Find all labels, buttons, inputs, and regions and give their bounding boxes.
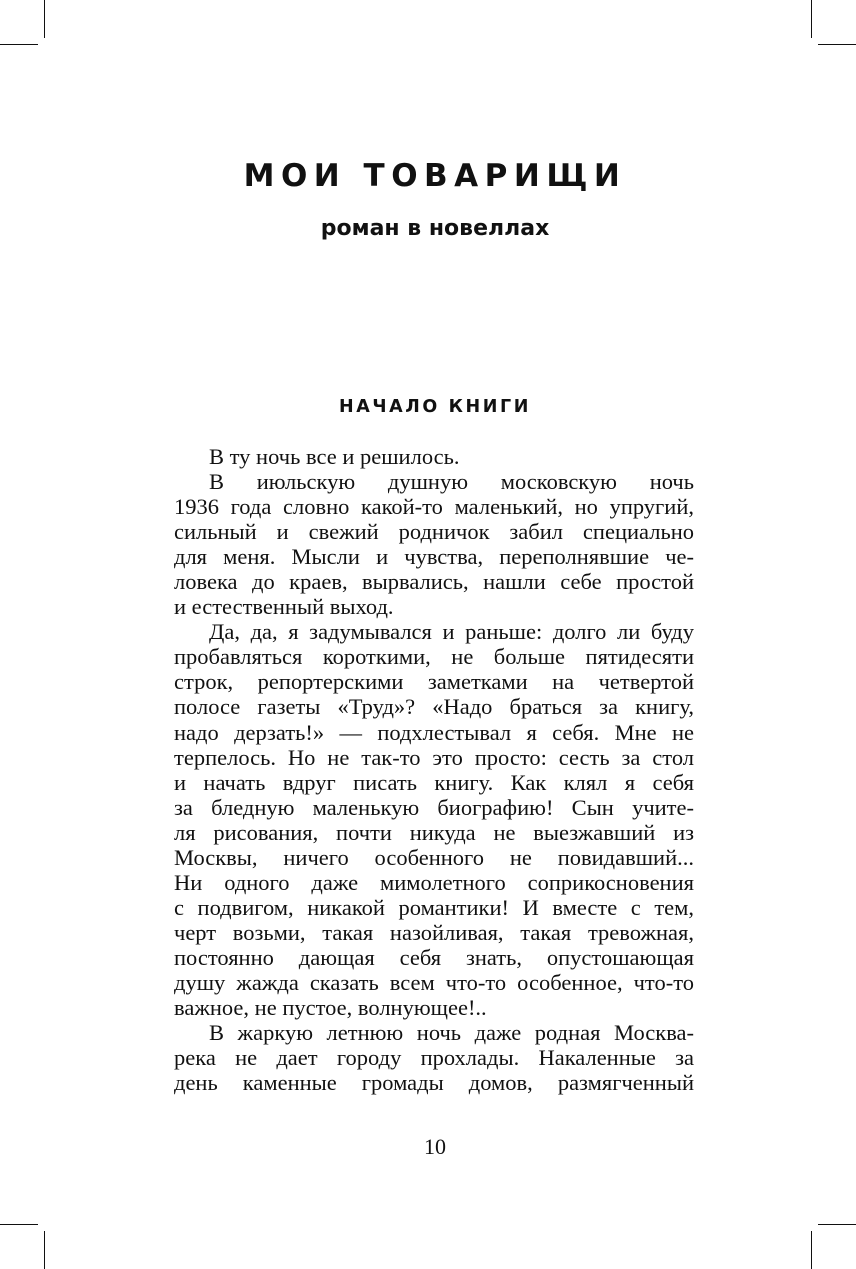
text-line: терпелось. Но не так-то это просто: сесть за стол — [174, 744, 694, 770]
section-heading: НАЧАЛО КНИГИ — [339, 397, 531, 417]
crop-mark-top-left — [44, 0, 45, 38]
text-line: В жаркую летнюю ночь даже родная Москва- — [209, 1020, 694, 1046]
text-line: за бледную маленькую биографию! Сын учите- — [174, 794, 694, 820]
text-line: душу жажда сказать всем что-то особенное, что-то — [174, 969, 694, 995]
page-number: 10 — [424, 1134, 446, 1159]
text-line: и начать вдруг писать книгу. Как клял я себя — [174, 769, 694, 795]
text-line: пробавляться короткими, не больше пятидесяти — [174, 644, 694, 670]
book-subtitle: роман в новеллах — [320, 216, 550, 241]
text-line: сильный и свежий родничок забил специально — [174, 519, 694, 545]
text-line: Ни одного даже мимолетного соприкосновения — [174, 869, 694, 895]
text-line: В ту ночь все и решилось. — [209, 444, 460, 469]
text-line: постоянно дающая себя знать, опустошающая — [174, 944, 694, 970]
book-title: МОИ ТОВАРИЩИ — [243, 158, 627, 194]
text-line: река не дает городу прохлады. Накаленные за — [174, 1045, 694, 1071]
crop-mark-top-right-horizontal — [818, 44, 856, 45]
text-line: 1936 года словно какой-то маленький, но упругий, — [174, 494, 694, 520]
crop-mark-bottom-right — [811, 1231, 812, 1269]
text-line: и естественный выход. — [174, 594, 394, 620]
text-line: ловека до краев, вырвались, нашли себе простой — [174, 569, 694, 595]
text-line: полосе газеты «Труд»? «Надо браться за книгу, — [174, 694, 694, 720]
text-line: черт возьми, такая назойливая, такая тревожная, — [174, 919, 694, 945]
text-line: строк, репортерскими заметками на четвертой — [174, 669, 694, 695]
text-line: ля рисования, почти никуда не выезжавший из — [174, 819, 694, 845]
text-line: важное, не пустое, волнующее!.. — [174, 995, 487, 1021]
crop-mark-bottom-right-horizontal — [818, 1224, 856, 1225]
crop-mark-top-right — [811, 0, 812, 38]
text-line: надо дерзать!» — подхлестывал я себя. Мне не — [174, 719, 694, 745]
text-line: с подвигом, никакой романтики! И вместе с тем, — [174, 894, 694, 920]
text-line: Москвы, ничего особенного не повидавший... — [174, 844, 694, 870]
text-line: В июльскую душную московскую ночь — [209, 469, 694, 495]
crop-mark-bottom-left-horizontal — [0, 1224, 38, 1225]
text-line: день каменные громады домов, размягченный — [174, 1070, 694, 1096]
text-line: для меня. Мысли и чувства, переполнявшие че- — [174, 544, 694, 570]
crop-mark-top-left-horizontal — [0, 44, 38, 45]
text-line: Да, да, я задумывался и раньше: долго ли буду — [209, 619, 694, 645]
body-text — [174, 444, 694, 1095]
crop-mark-bottom-left — [44, 1231, 45, 1269]
